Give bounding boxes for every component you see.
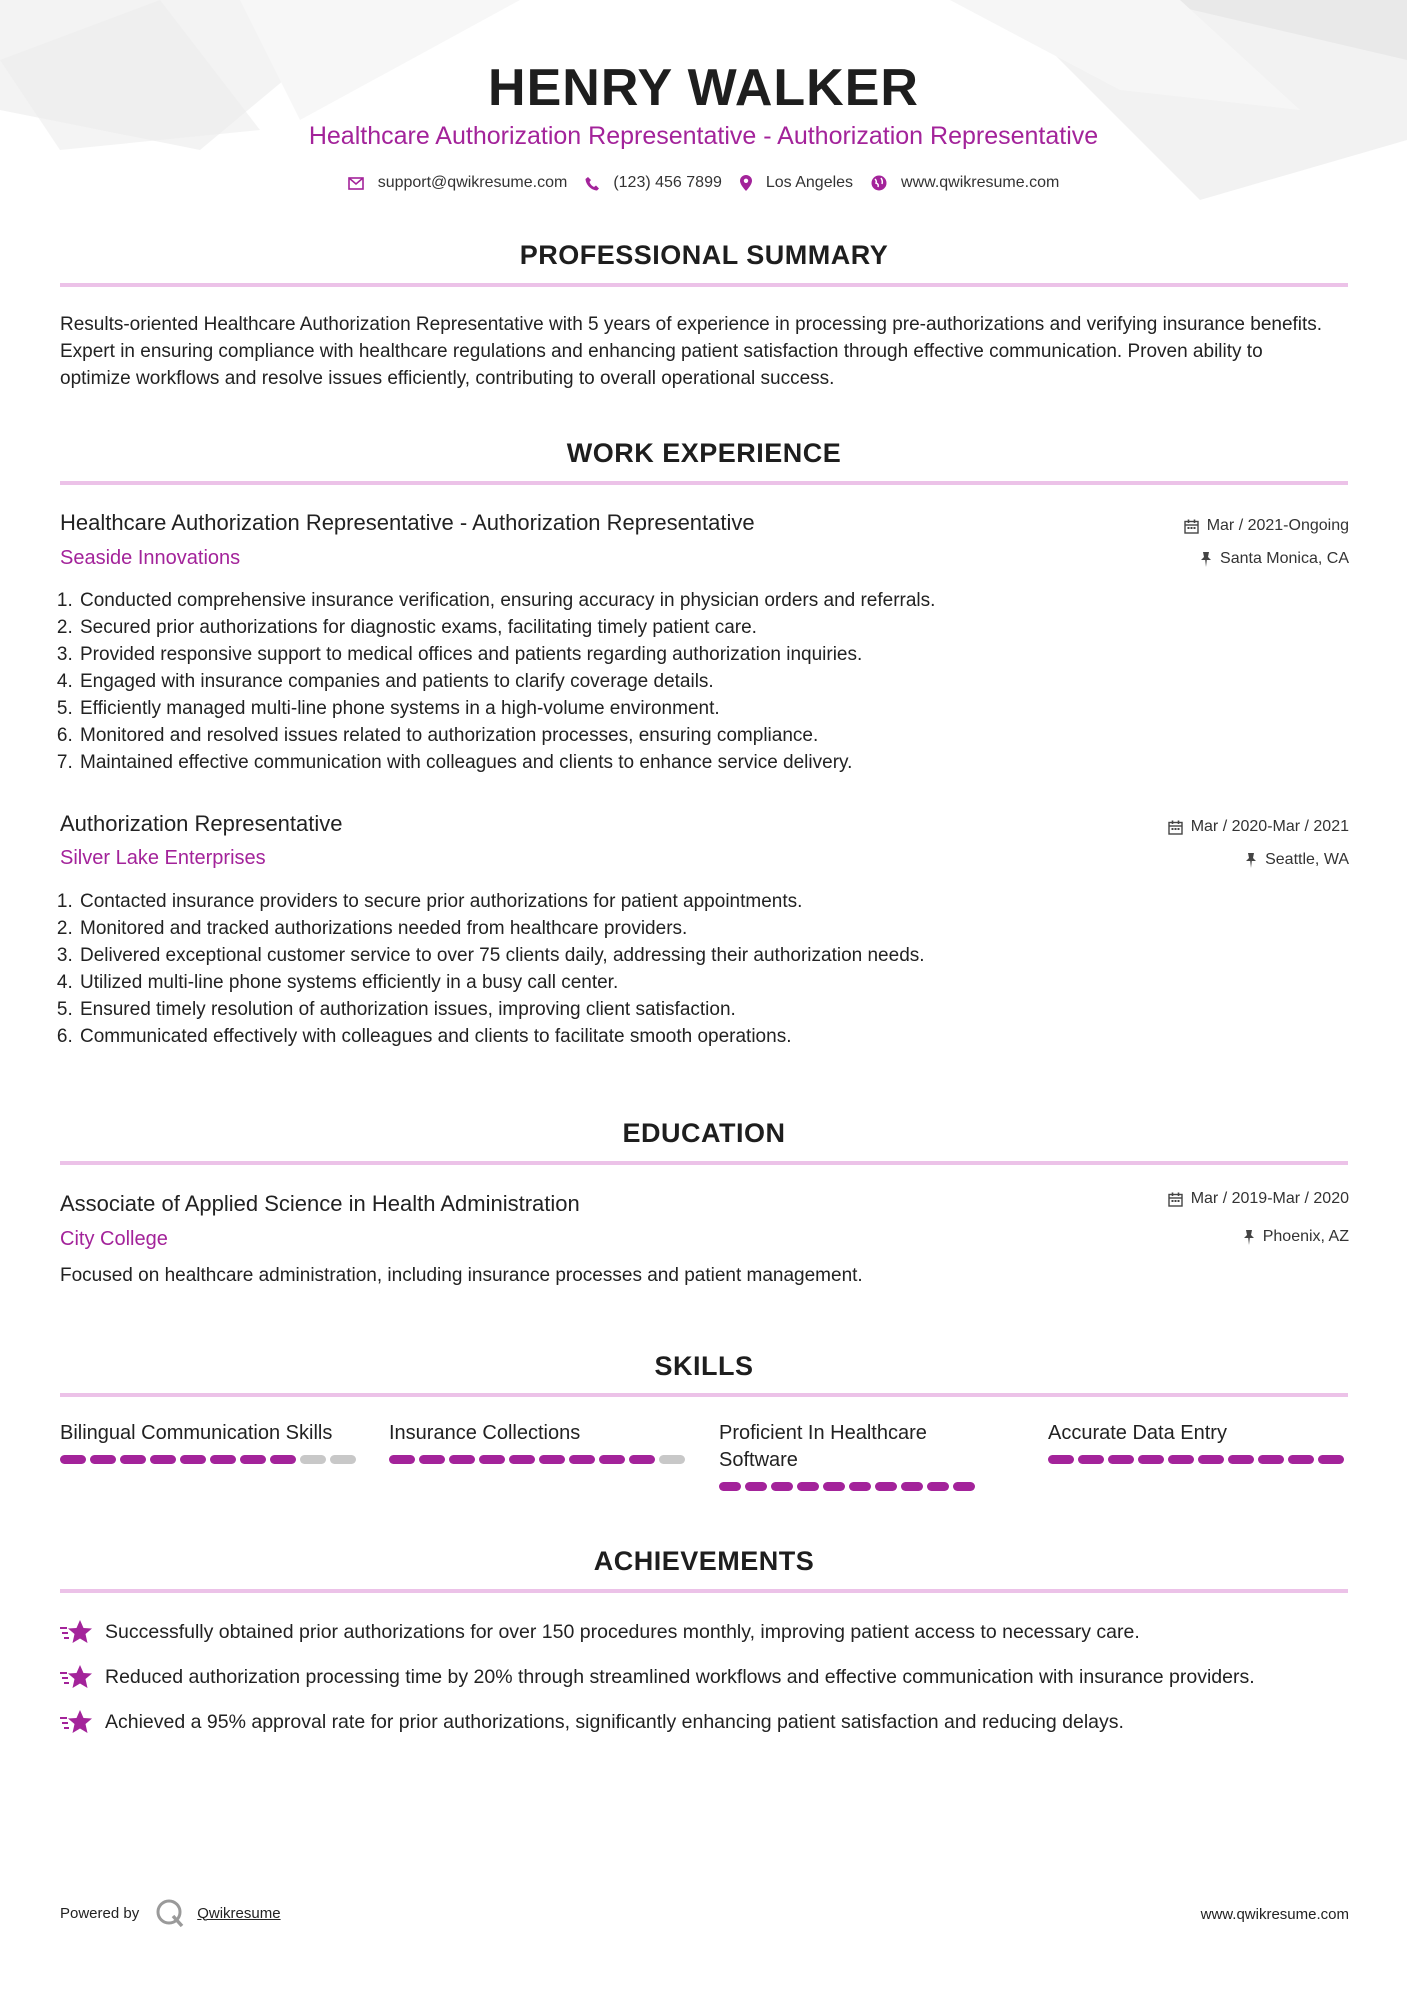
section-divider: [60, 1161, 1348, 1165]
skill-dash-filled: [953, 1482, 975, 1491]
contact-bar: [0, 174, 1407, 192]
job-title: Authorization Representative: [60, 811, 343, 836]
qwikresume-logo-icon: [155, 1898, 185, 1928]
skill-item: [60, 1420, 360, 1464]
location-icon: [740, 175, 752, 191]
achievement-item: [60, 1619, 1140, 1645]
skill-dash-empty: [300, 1455, 326, 1464]
star-icon: [60, 1709, 93, 1735]
skill-item: [719, 1420, 979, 1491]
star-icon: [60, 1619, 93, 1645]
job-dates: [1184, 517, 1349, 535]
list-item: 7. Maintained effective communication with colleagues and clients to enhance service delivery.: [78, 749, 1278, 776]
degree-title: Associate of Applied Science in Health Administration: [60, 1191, 580, 1216]
section-title-skills: SKILLS: [654, 1351, 754, 1381]
footer-website-link[interactable]: www.qwikresume.com: [1200, 1906, 1349, 1923]
candidate-title: Healthcare Authorization Representative - Authorization Representative: [308, 122, 1099, 150]
skill-dash-empty: [330, 1455, 356, 1464]
calendar-icon: [1184, 519, 1199, 534]
skill-dash-filled: [419, 1455, 445, 1464]
skill-name: Bilingual Communication Skills: [60, 1422, 333, 1444]
education-location: [1243, 1228, 1349, 1246]
skill-dash-filled: [120, 1455, 146, 1464]
pin-icon: [1243, 1230, 1255, 1245]
job-location-text: Santa Monica, CA: [1220, 550, 1349, 567]
skill-item: [1048, 1420, 1348, 1464]
skill-dash-filled: [771, 1482, 793, 1491]
job-location: [1200, 550, 1349, 568]
education-dates-text: Mar / 2019-Mar / 2020: [1190, 1190, 1349, 1207]
skill-dash-filled: [629, 1455, 655, 1464]
education-dates: [1168, 1190, 1349, 1208]
skill-dash-filled: [60, 1455, 86, 1464]
phone-icon: [585, 176, 599, 191]
skill-dash-filled: [719, 1482, 741, 1491]
contact-phone-text: (123) 456 7899: [613, 174, 722, 191]
skill-dash-empty: [659, 1455, 685, 1464]
list-item: 6. Communicated effectively with colleagues and clients to facilitate smooth operations.: [78, 1023, 1278, 1050]
skill-dash-filled: [745, 1482, 767, 1491]
skill-level-bar: [719, 1482, 979, 1491]
education-location-text: Phoenix, AZ: [1262, 1228, 1349, 1245]
job-dates: [1168, 818, 1349, 836]
contact-phone[interactable]: [585, 174, 722, 192]
section-title-achievements: ACHIEVEMENTS: [593, 1546, 815, 1576]
powered-by-label: Powered by: [60, 1904, 140, 1922]
contact-email-text: support@qwikresume.com: [377, 174, 568, 191]
skill-dash-filled: [1168, 1455, 1194, 1464]
contact-location-text: Los Angeles: [765, 174, 854, 191]
list-item: 5. Ensured timely resolution of authorization issues, improving client satisfaction.: [78, 996, 1278, 1023]
skill-dash-filled: [1048, 1455, 1074, 1464]
skill-dash-filled: [1108, 1455, 1134, 1464]
list-item: 4. Engaged with insurance companies and patients to clarify coverage details.: [78, 668, 1278, 695]
skill-dash-filled: [479, 1455, 505, 1464]
skill-name: Insurance Collections: [389, 1422, 581, 1444]
achievement-text: Reduced authorization processing time by 20% through streamlined workflows and effective communication with insurance providers.: [105, 1665, 1255, 1688]
summary-text: Results-oriented Healthcare Authorization Representative with 5 years of experience in processing pre-authorizations and verifying insurance benefits. Expert in ensuring compliance with healthcare regulations and enhancing patient satisfaction through effective communication. Proven ability to optimize workflows and resolve issues efficiently, contributing to overall operational success.: [60, 314, 1323, 389]
job-location: [1245, 851, 1349, 869]
company-name: Silver Lake Enterprises: [60, 847, 266, 869]
achievement-item: [60, 1664, 1255, 1690]
skill-dash-filled: [1078, 1455, 1104, 1464]
envelope-icon: [348, 177, 364, 190]
section-title-education: EDUCATION: [622, 1118, 786, 1148]
skill-dash-filled: [927, 1482, 949, 1491]
contact-email[interactable]: [348, 174, 568, 192]
calendar-icon: [1168, 820, 1183, 835]
skill-dash-filled: [389, 1455, 415, 1464]
globe-icon: [871, 175, 887, 191]
skill-dash-filled: [1138, 1455, 1164, 1464]
list-item: 6. Monitored and resolved issues related to authorization processes, ensuring compliance.: [78, 722, 1278, 749]
skill-dash-filled: [509, 1455, 535, 1464]
candidate-name: HENRY WALKER: [488, 59, 919, 117]
list-item: 3. Delivered exceptional customer service to over 75 clients daily, addressing their authorization needs.: [78, 942, 1278, 969]
skill-name: Proficient In Healthcare Software: [719, 1422, 927, 1471]
list-item: 2. Monitored and tracked authorizations needed from healthcare providers.: [78, 915, 1278, 942]
qwikresume-link[interactable]: Qwikresume: [197, 1904, 281, 1922]
skill-dash-filled: [849, 1482, 871, 1491]
list-item: 4. Utilized multi-line phone systems efficiently in a busy call center.: [78, 969, 1278, 996]
skill-dash-filled: [797, 1482, 819, 1491]
list-item: 3. Provided responsive support to medical offices and patients regarding authorization inquiries.: [78, 641, 1278, 668]
list-item: 2. Secured prior authorizations for diagnostic exams, facilitating timely patient care.: [78, 614, 1278, 641]
skill-dash-filled: [90, 1455, 116, 1464]
section-title-summary: PROFESSIONAL SUMMARY: [519, 240, 889, 270]
skill-dash-filled: [240, 1455, 266, 1464]
skill-dash-filled: [1228, 1455, 1254, 1464]
pin-icon: [1200, 552, 1212, 567]
skill-dash-filled: [210, 1455, 236, 1464]
skill-level-bar: [1048, 1455, 1348, 1464]
skill-dash-filled: [539, 1455, 565, 1464]
skill-dash-filled: [270, 1455, 296, 1464]
skill-name: Accurate Data Entry: [1048, 1422, 1227, 1444]
skill-dash-filled: [875, 1482, 897, 1491]
skill-level-bar: [389, 1455, 689, 1464]
skill-dash-filled: [569, 1455, 595, 1464]
section-title-experience: WORK EXPERIENCE: [566, 438, 842, 468]
job-title: Healthcare Authorization Representative - Authorization Representative: [60, 510, 755, 535]
skill-item: [389, 1420, 689, 1464]
pin-icon: [1245, 853, 1257, 868]
section-divider: [60, 1589, 1348, 1593]
job-dates-text: Mar / 2021-Ongoing: [1206, 517, 1349, 534]
skill-level-bar: [60, 1455, 360, 1464]
skill-dash-filled: [1318, 1455, 1344, 1464]
contact-website-text: www.qwikresume.com: [901, 174, 1060, 191]
achievement-text: Achieved a 95% approval rate for prior authorizations, significantly enhancing patient satisfaction and reducing delays.: [105, 1710, 1124, 1733]
section-divider: [60, 481, 1348, 485]
contact-website[interactable]: [871, 174, 1059, 192]
skill-dash-filled: [1288, 1455, 1314, 1464]
skill-dash-filled: [901, 1482, 923, 1491]
company-name: Seaside Innovations: [60, 547, 241, 569]
skill-dash-filled: [599, 1455, 625, 1464]
skill-dash-filled: [180, 1455, 206, 1464]
skill-dash-filled: [1198, 1455, 1224, 1464]
job-dates-text: Mar / 2020-Mar / 2021: [1190, 818, 1349, 835]
job-bullets: [60, 888, 1278, 1050]
section-divider: [60, 1393, 1348, 1397]
skill-dash-filled: [150, 1455, 176, 1464]
list-item: 1. Conducted comprehensive insurance verification, ensuring accuracy in physician orders and referrals.: [78, 587, 1278, 614]
contact-location: [740, 174, 853, 192]
list-item: 1. Contacted insurance providers to secure prior authorizations for patient appointments.: [78, 888, 1278, 915]
skill-dash-filled: [1258, 1455, 1284, 1464]
skill-dash-filled: [823, 1482, 845, 1491]
skill-dash-filled: [449, 1455, 475, 1464]
job-location-text: Seattle, WA: [1265, 851, 1349, 868]
star-icon: [60, 1664, 93, 1690]
achievement-text: Successfully obtained prior authorizations for over 150 procedures monthly, improving patient access to necessary care.: [105, 1620, 1140, 1643]
list-item: 5. Efficiently managed multi-line phone systems in a high-volume environment.: [78, 695, 1278, 722]
education-description: Focused on healthcare administration, including insurance processes and patient management.: [60, 1265, 863, 1286]
section-divider: [60, 283, 1348, 287]
school-name: City College: [60, 1228, 168, 1250]
achievement-item: [60, 1709, 1124, 1735]
job-bullets: [60, 587, 1278, 776]
footer-powered-by: [60, 1898, 281, 1928]
calendar-icon: [1168, 1192, 1183, 1207]
